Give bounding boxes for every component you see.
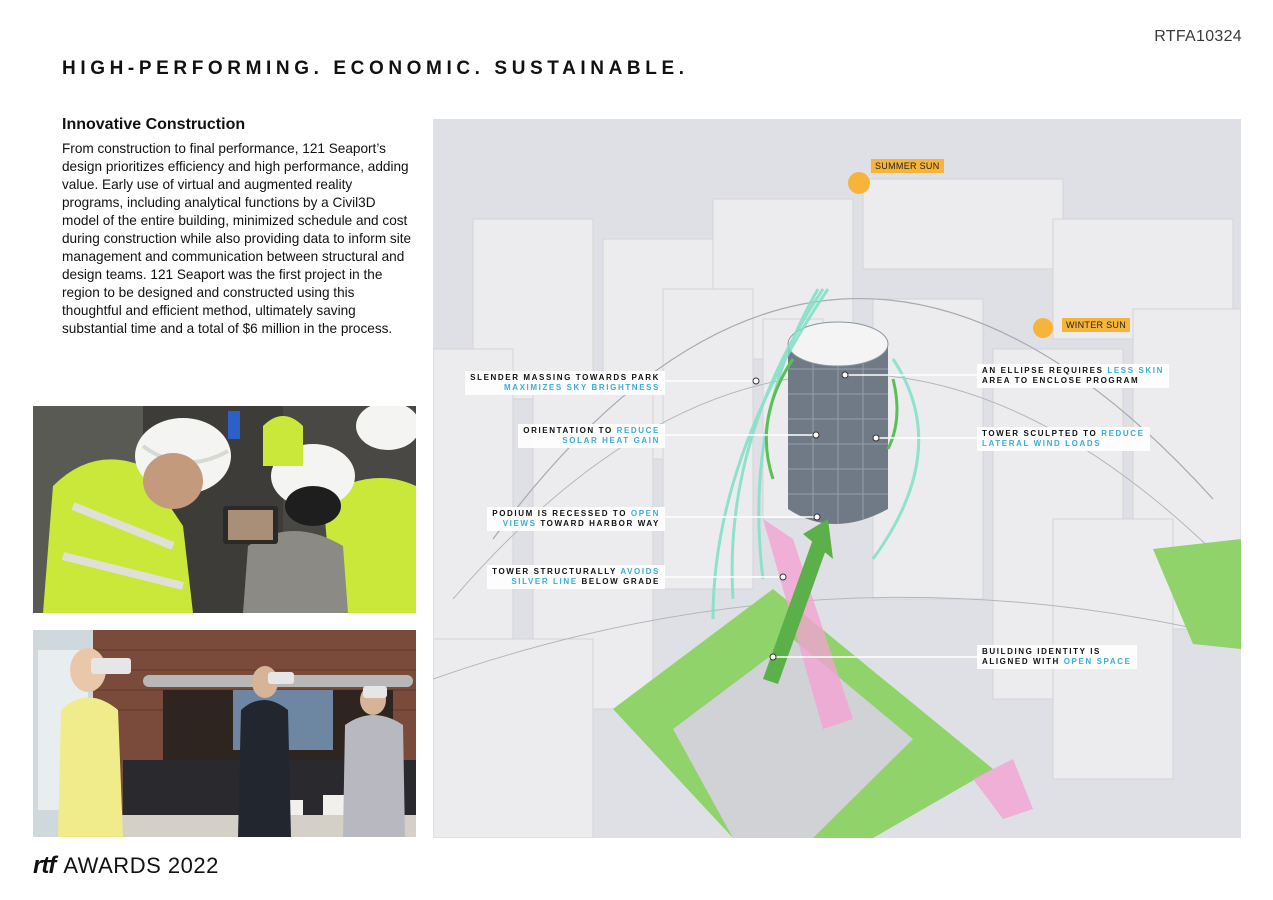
callout-podium-recessed: PODIUM IS RECESSED TO OPEN VIEWS TOWARD HARBOR WAY [487,507,665,531]
winter-sun-label: WINTER SUN [1062,318,1130,332]
section-body: From construction to final performance, 121 Seaport’s design prioritizes efficiency and high performance, adding value. Early use of virtual and augmented reality programs, including analytical functions by a Civil3D model of the entire building, minimized schedule and cost during construction while also providing data to inform site management and communication between structural and design teams. 121 Seaport was the first project in the region to be designed and constructed using this thoughtful and efficient method, ultimately saving substantial time and a total of $6 million in the process. [62,141,412,336]
callout-orientation: ORIENTATION TO REDUCE SOLAR HEAT GAIN [518,424,665,448]
vr-session-photo [33,630,416,837]
section-title: Innovative Construction [62,116,246,133]
callout-silver-line: TOWER STRUCTURALLY AVOIDS SILVER LINE BELOW GRADE [487,565,665,589]
page-headline: HIGH-PERFORMING. ECONOMIC. SUSTAINABLE. [62,58,689,79]
summer-sun-label: SUMMER SUN [871,159,944,173]
awards-footer [33,852,219,880]
tower-site-diagram [433,119,1241,838]
callout-wind-loads: TOWER SCULPTED TO REDUCE LATERAL WIND LOADS [977,427,1150,451]
construction-site-photo [33,406,416,613]
callout-slender-massing: SLENDER MASSING TOWARDS PARK MAXIMIZES SKY BRIGHTNESS [465,371,665,395]
callout-ellipse: AN ELLIPSE REQUIRES LESS SKIN AREA TO ENCLOSE PROGRAM [977,364,1169,388]
project-code: RTFA10324 [1154,28,1242,45]
rtf-logo: rtf [33,852,56,879]
awards-text: AWARDS 2022 [63,853,219,878]
callout-building-identity: BUILDING IDENTITY IS ALIGNED WITH OPEN SPACE [977,645,1137,669]
